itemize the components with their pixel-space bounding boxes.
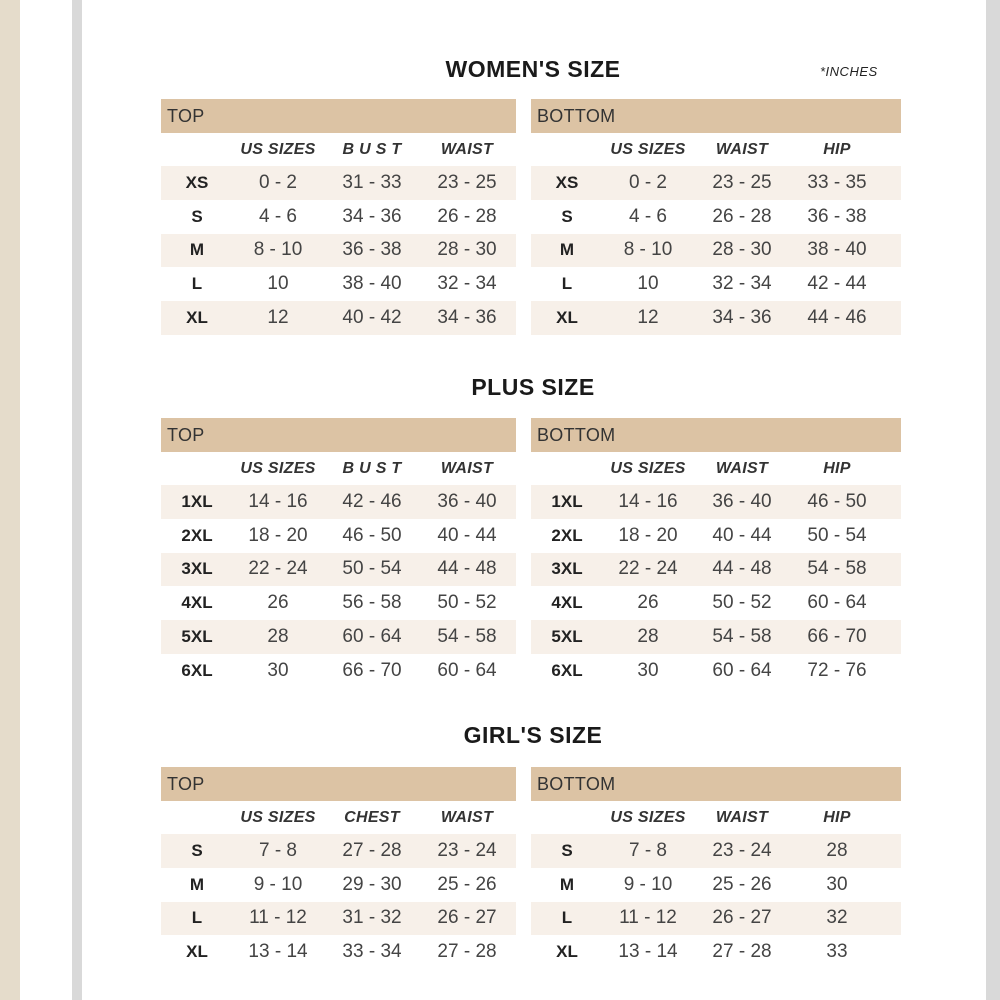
table-row <box>531 200 901 234</box>
measurement-cell: 7 - 8 <box>628 839 668 861</box>
measurement-cell: 12 <box>637 307 659 329</box>
measurement-cell: 22 - 24 <box>248 558 308 580</box>
measurement-cell: 23 - 24 <box>437 839 497 861</box>
size-label-cell: L <box>191 274 203 294</box>
table-row <box>531 301 901 335</box>
column-header: US SIZES <box>240 140 316 158</box>
column-header: WAIST <box>440 808 494 826</box>
measurement-cell: 33 - 34 <box>342 941 402 963</box>
measurement-cell: 34 - 36 <box>712 307 772 329</box>
size-label-cell: 3XL <box>181 559 213 579</box>
measurement-cell: 18 - 20 <box>618 524 678 546</box>
measurement-cell: 38 - 40 <box>342 273 402 295</box>
table-row <box>161 868 516 902</box>
measurement-cell: 60 - 64 <box>712 659 772 681</box>
column-header: HIP <box>823 808 851 826</box>
measurement-cell: 26 <box>637 592 659 614</box>
table-header-row <box>161 133 516 166</box>
measurement-cell: 32 <box>826 907 848 929</box>
measurement-cell: 14 - 16 <box>618 490 678 512</box>
measurement-cell: 30 <box>267 659 289 681</box>
measurement-cell: 28 - 30 <box>712 239 772 261</box>
measurement-cell: 50 - 54 <box>342 558 402 580</box>
table-row <box>531 267 901 301</box>
measurement-cell: 14 - 16 <box>248 490 308 512</box>
table-header-row <box>531 801 901 834</box>
measurement-cell: 34 - 36 <box>437 307 497 329</box>
table-row <box>161 200 516 234</box>
size-label-cell: 3XL <box>551 559 583 579</box>
size-label-cell: M <box>189 874 205 894</box>
table-header-row <box>531 452 901 485</box>
table-row <box>161 519 516 553</box>
measurement-cell: 42 - 46 <box>342 490 402 512</box>
size-label-cell: XL <box>556 308 578 328</box>
table-header-row <box>531 133 901 166</box>
measurement-cell: 33 <box>826 941 848 963</box>
measurement-cell: 8 - 10 <box>253 239 303 261</box>
column-header: WAIST <box>715 808 769 826</box>
size-label-cell: 5XL <box>181 627 213 647</box>
column-header: US SIZES <box>240 808 316 826</box>
size-label-cell: S <box>561 840 573 860</box>
table-row <box>531 166 901 200</box>
measurement-cell: 18 - 20 <box>248 524 308 546</box>
womens-size-title: WOMEN'S SIZE <box>445 56 621 82</box>
measurement-cell: 23 - 25 <box>437 171 497 193</box>
measurement-cell: 4 - 6 <box>258 205 298 227</box>
measurement-cell: 32 - 34 <box>437 273 497 295</box>
measurement-cell: 46 - 50 <box>342 524 402 546</box>
size-label-cell: 1XL <box>181 491 213 511</box>
measurement-cell: 32 - 34 <box>712 273 772 295</box>
measurement-cell: 28 <box>267 626 289 648</box>
measurement-cell: 44 - 46 <box>807 307 867 329</box>
measurement-cell: 38 - 40 <box>807 239 867 261</box>
measurement-cell: 9 - 10 <box>253 873 303 895</box>
table-row <box>161 935 516 969</box>
measurement-cell: 36 - 40 <box>437 490 497 512</box>
size-label-cell: 6XL <box>181 660 213 680</box>
measurement-cell: 42 - 44 <box>807 273 867 295</box>
measurement-cell: 31 - 32 <box>342 907 402 929</box>
measurement-cell: 50 - 52 <box>712 592 772 614</box>
size-label-cell: L <box>561 908 573 928</box>
size-label-cell: S <box>191 206 203 226</box>
measurement-cell: 8 - 10 <box>623 239 673 261</box>
table-row <box>161 586 516 620</box>
measurement-cell: 36 - 38 <box>342 239 402 261</box>
column-header: US SIZES <box>610 140 686 158</box>
table-band-label: BOTTOM <box>531 767 901 801</box>
measurement-cell: 4 - 6 <box>628 205 668 227</box>
page-frame-left <box>72 0 82 1000</box>
measurement-cell: 27 - 28 <box>342 839 402 861</box>
table-band-label: BOTTOM <box>531 418 901 452</box>
size-label-cell: S <box>191 840 203 860</box>
measurement-cell: 46 - 50 <box>807 490 867 512</box>
column-header: WAIST <box>440 140 494 158</box>
measurement-cell: 50 - 52 <box>437 592 497 614</box>
size-label-cell: XS <box>185 172 209 192</box>
measurement-cell: 36 - 40 <box>712 490 772 512</box>
measurement-cell: 40 - 44 <box>712 524 772 546</box>
size-table-top <box>161 99 516 335</box>
table-header-row <box>161 801 516 834</box>
table-row <box>531 586 901 620</box>
size-table-top <box>161 767 516 969</box>
measurement-cell: 40 - 42 <box>342 307 402 329</box>
column-header: US SIZES <box>610 808 686 826</box>
table-row <box>531 834 901 868</box>
size-label-cell: 2XL <box>181 525 213 545</box>
measurement-cell: 25 - 26 <box>437 873 497 895</box>
table-row <box>161 620 516 654</box>
table-row <box>161 267 516 301</box>
measurement-cell: 26 - 27 <box>712 907 772 929</box>
measurement-cell: 13 - 14 <box>248 941 308 963</box>
column-header: HIP <box>823 140 851 158</box>
measurement-cell: 26 - 28 <box>712 205 772 227</box>
measurement-cell: 34 - 36 <box>342 205 402 227</box>
table-row <box>531 654 901 688</box>
measurement-cell: 36 - 38 <box>807 205 867 227</box>
size-table-bottom <box>531 418 901 688</box>
measurement-cell: 7 - 8 <box>258 839 298 861</box>
column-header: HIP <box>823 459 851 477</box>
measurement-cell: 28 - 30 <box>437 239 497 261</box>
size-label-cell: 4XL <box>551 593 583 613</box>
girls-size-title: GIRL'S SIZE <box>463 722 603 748</box>
measurement-cell: 11 - 12 <box>619 907 677 929</box>
measurement-cell: 72 - 76 <box>807 659 867 681</box>
column-header: B U S T <box>342 459 402 477</box>
size-label-cell: M <box>559 874 575 894</box>
size-label-cell: L <box>561 274 573 294</box>
column-header: US SIZES <box>610 459 686 477</box>
size-label-cell: 2XL <box>551 525 583 545</box>
size-label-cell: XL <box>186 308 208 328</box>
table-row <box>531 902 901 936</box>
measurement-cell: 60 - 64 <box>437 659 497 681</box>
size-label-cell: L <box>191 908 203 928</box>
measurement-cell: 30 <box>637 659 659 681</box>
measurement-cell: 44 - 48 <box>437 558 497 580</box>
measurement-cell: 33 - 35 <box>807 171 867 193</box>
measurement-cell: 10 <box>637 273 659 295</box>
measurement-cell: 54 - 58 <box>712 626 772 648</box>
measurement-cell: 54 - 58 <box>437 626 497 648</box>
size-label-cell: XS <box>555 172 579 192</box>
measurement-cell: 9 - 10 <box>623 873 673 895</box>
measurement-cell: 27 - 28 <box>437 941 497 963</box>
table-row <box>161 485 516 519</box>
size-label-cell: M <box>559 240 575 260</box>
measurement-cell: 27 - 28 <box>712 941 772 963</box>
measurement-cell: 10 <box>267 273 289 295</box>
table-row <box>161 234 516 268</box>
table-band-label: BOTTOM <box>531 99 901 133</box>
measurement-cell: 25 - 26 <box>712 873 772 895</box>
measurement-cell: 44 - 48 <box>712 558 772 580</box>
measurement-cell: 28 <box>826 839 848 861</box>
table-row <box>531 485 901 519</box>
measurement-cell: 0 - 2 <box>628 171 668 193</box>
measurement-cell: 54 - 58 <box>807 558 867 580</box>
size-label-cell: S <box>561 206 573 226</box>
left-margin <box>20 0 72 1000</box>
measurement-cell: 22 - 24 <box>618 558 678 580</box>
column-header: US SIZES <box>240 459 316 477</box>
size-label-cell: XL <box>556 942 578 962</box>
size-label-cell: 6XL <box>551 660 583 680</box>
table-row <box>531 868 901 902</box>
measurement-cell: 66 - 70 <box>342 659 402 681</box>
size-table-bottom <box>531 767 901 969</box>
measurement-cell: 29 - 30 <box>342 873 402 895</box>
measurement-cell: 13 - 14 <box>618 941 678 963</box>
measurement-cell: 31 - 33 <box>342 171 402 193</box>
table-header-row <box>161 452 516 485</box>
column-header: WAIST <box>440 459 494 477</box>
left-edge-strip <box>0 0 20 1000</box>
size-table-bottom <box>531 99 901 335</box>
measurement-cell: 50 - 54 <box>807 524 867 546</box>
size-label-cell: XL <box>186 942 208 962</box>
column-header: CHEST <box>344 808 400 826</box>
size-label-cell: 1XL <box>551 491 583 511</box>
column-header: WAIST <box>715 140 769 158</box>
table-row <box>531 234 901 268</box>
table-band-label: TOP <box>161 767 516 801</box>
size-label-cell: 5XL <box>551 627 583 647</box>
table-row <box>161 553 516 587</box>
measurement-cell: 28 <box>637 626 659 648</box>
table-row <box>161 301 516 335</box>
table-row <box>161 166 516 200</box>
table-row <box>531 553 901 587</box>
measurement-cell: 12 <box>267 307 289 329</box>
size-label-cell: M <box>189 240 205 260</box>
page-frame-right <box>986 0 1000 1000</box>
measurement-cell: 66 - 70 <box>807 626 867 648</box>
size-label-cell: 4XL <box>181 593 213 613</box>
measurement-cell: 40 - 44 <box>437 524 497 546</box>
inches-note: *INCHES <box>820 64 878 79</box>
measurement-cell: 30 <box>826 873 848 895</box>
measurement-cell: 26 <box>267 592 289 614</box>
table-row <box>161 654 516 688</box>
measurement-cell: 23 - 24 <box>712 839 772 861</box>
table-band-label: TOP <box>161 418 516 452</box>
measurement-cell: 26 - 27 <box>437 907 497 929</box>
measurement-cell: 56 - 58 <box>342 592 402 614</box>
table-band-label: TOP <box>161 99 516 133</box>
table-row <box>161 902 516 936</box>
table-row <box>161 834 516 868</box>
measurement-cell: 0 - 2 <box>258 171 298 193</box>
measurement-cell: 11 - 12 <box>249 907 307 929</box>
measurement-cell: 26 - 28 <box>437 205 497 227</box>
table-row <box>531 519 901 553</box>
table-row <box>531 935 901 969</box>
column-header: WAIST <box>715 459 769 477</box>
measurement-cell: 60 - 64 <box>342 626 402 648</box>
measurement-cell: 23 - 25 <box>712 171 772 193</box>
plus-size-title: PLUS SIZE <box>471 374 595 400</box>
column-header: B U S T <box>342 140 402 158</box>
table-row <box>531 620 901 654</box>
measurement-cell: 60 - 64 <box>807 592 867 614</box>
size-table-top <box>161 418 516 688</box>
